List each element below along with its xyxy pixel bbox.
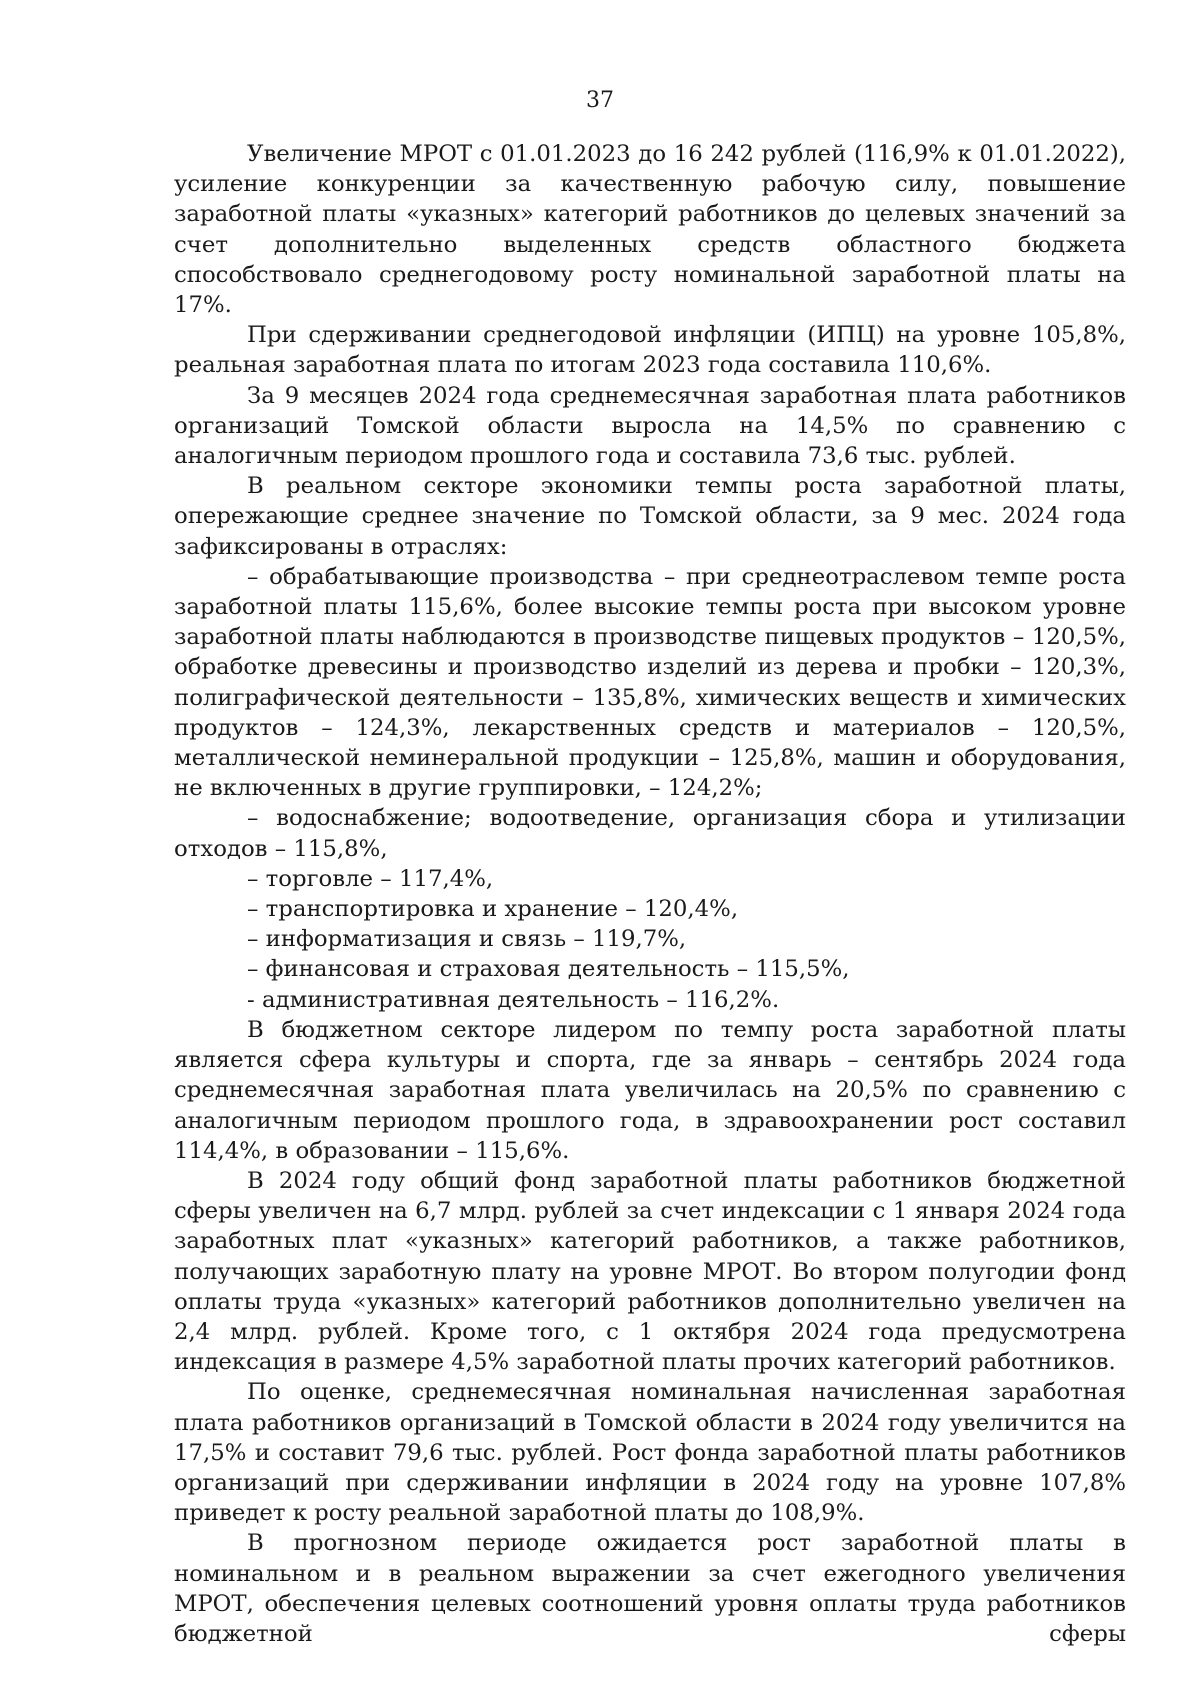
page-number: 37 [586, 88, 614, 113]
paragraph-mrot-increase: Увеличение МРОТ с 01.01.2023 до 16 242 рублей (116,9% к 01.01.2022), усиление конкуренции за качественную рабочую силу, повышение заработной платы «указных» категорий работников до целевых значений за счет дополнительно выделенных средств областного бюджета способствовало среднегодовому росту номинальной заработной платы на 17%. [174, 141, 1126, 319]
list-item-transport: – транспортировка и хранение – 120,4%, [247, 896, 739, 923]
paragraph-real-sector-intro: В реальном секторе экономики темпы роста заработной платы, опережающие среднее значение по Томской области, за 9 мес. 2024 года зафиксированы в отраслях: [174, 473, 1126, 560]
document-body [174, 139, 1126, 1649]
paragraph-9-months-2024: За 9 месяцев 2024 года среднемесячная заработная плата работников организаций Томской области выросла на 14,5% по сравнению с аналогичным периодом прошлого года и составила 73,6 тыс. рублей. [174, 382, 1126, 470]
paragraph-real-wage-2023: При сдерживании среднегодовой инфляции (ИПЦ) на уровне 105,8%, реальная заработная плата по итогам 2023 года составила 110,6%. [174, 322, 1126, 379]
list-item-trade: – торговле – 117,4%, [247, 865, 494, 892]
paragraph-estimate-2024: По оценке, среднемесячная номинальная начисленная заработная плата работников организаций в Томской области в 2024 году увеличится на 17,5% и составит 79,6 тыс. рублей. Рост фонда заработной платы работников организаций при сдерживании инфляции в 2024 году на уровне 107,8% приведет к росту реальной заработной платы до 108,9%. [174, 1379, 1126, 1527]
paragraph-budget-sector: В бюджетном секторе лидером по темпу роста заработной платы является сфера культуры и спорта, где за январь – сентябрь 2024 года среднемесячная заработная плата увеличилась на 20,5% по сравнению с аналогичным периодом прошлого года, в здравоохранении рост составил 114,4%, в образовании – 115,6%. [174, 1016, 1126, 1164]
list-item-finance-insurance: – финансовая и страховая деятельность – 115,5%, [247, 956, 850, 983]
paragraph-forecast-period: В прогнозном периоде ожидается рост заработной платы в номинальном и в реальном выражении за счет ежегодного увеличения МРОТ, обеспечения целевых соотношений уровня оплаты труда работников бюджетной сферы [174, 1530, 1126, 1647]
list-item-administrative: - административная деятельность – 116,2%. [247, 986, 780, 1013]
list-item-manufacturing: – обрабатывающие производства – при среднеотраслевом темпе роста заработной платы 115,6%, более высокие темпы роста при высоком уровне заработной платы наблюдаются в производстве пищевых продуктов – 120,5%, обработке древесины и производство изделий из дерева и пробки – 120,3%, полиграфической деятельности – 135,8%, химических веществ и химических продуктов – 124,3%, лекарственных средств и материалов – 120,5%, металлической неминеральной продукции – 125,8%, машин и оборудования, не включенных в другие группировки, – 124,2%; [174, 563, 1126, 802]
list-item-it-communications: – информатизация и связь – 119,7%, [247, 926, 687, 953]
paragraph-wage-fund-2024: В 2024 году общий фонд заработной платы работников бюджетной сферы увеличен на 6,7 млрд. рублей за счет индексации с 1 января 2024 года заработных плат «указных» категорий работников, а также работников, получающих заработную плату на уровне МРОТ. Во втором полугодии фонд оплаты труда «указных» категорий работников дополнительно увеличен на 2,4 млрд. рублей. Кроме того, с 1 октября 2024 года предусмотрена индексация в размере 4,5% заработной платы прочих категорий работников. [174, 1167, 1126, 1376]
list-item-water-supply: – водоснабжение; водоотведение, организация сбора и утилизации отходов – 115,8%, [174, 805, 1126, 862]
